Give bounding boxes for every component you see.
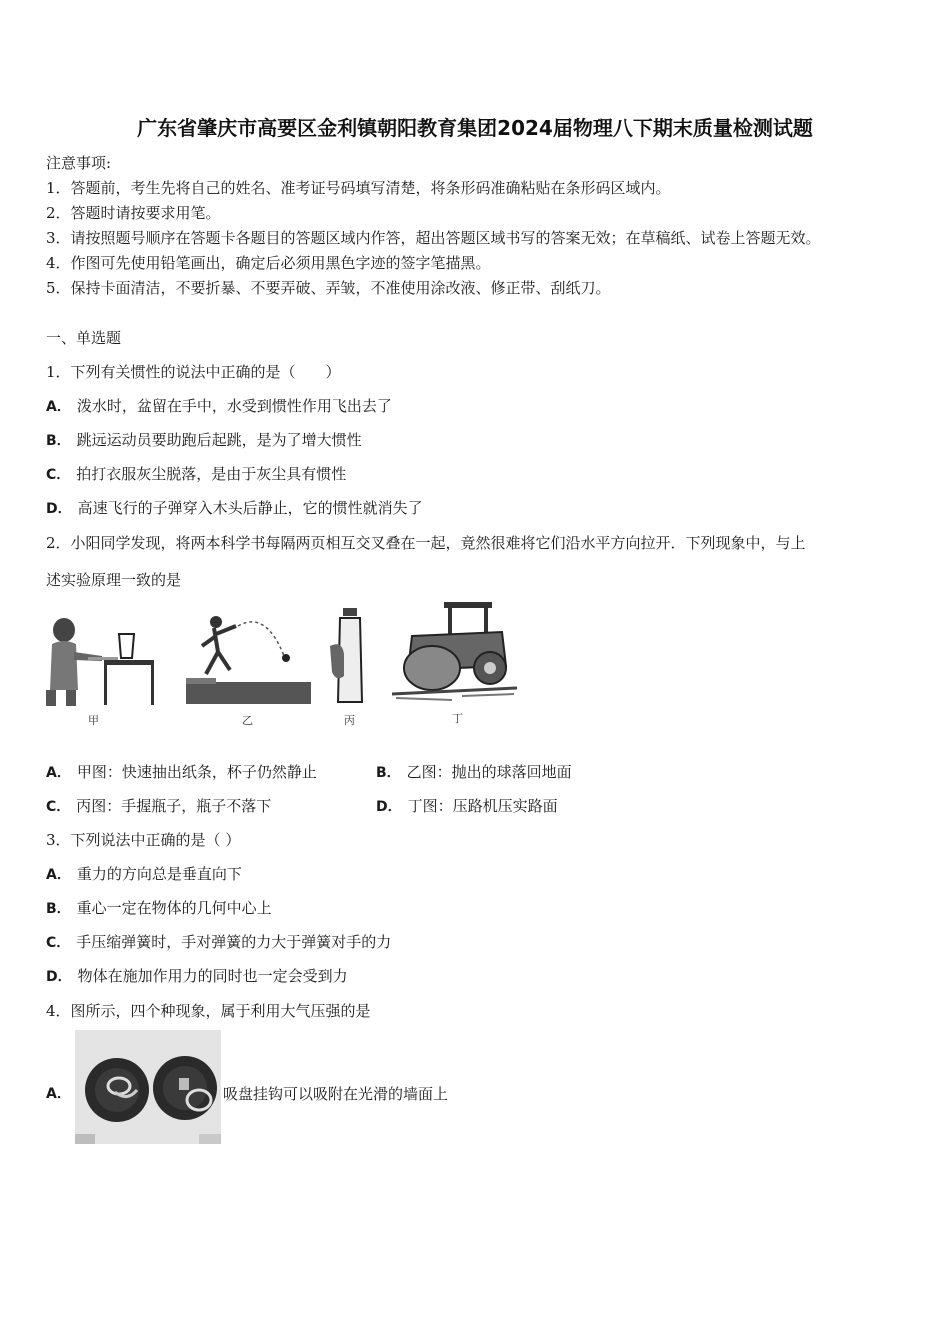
q1-option-d xyxy=(46,497,423,518)
figure-jia xyxy=(44,612,159,712)
figure-caption: 甲 xyxy=(88,714,99,727)
figure-yi xyxy=(186,612,311,707)
option-text: 手压缩弹簧时，手对弹簧的力大于弹簧对手的力 xyxy=(76,933,392,951)
notice-item: 5．保持卡面清洁，不要折暴、不要弄破、弄皱，不准使用涂改液、修正带、刮纸刀。 xyxy=(46,279,611,297)
figure-caption: 丁 xyxy=(452,712,463,725)
option-label: B． xyxy=(376,765,401,781)
q4-option-a-label xyxy=(46,1083,77,1103)
option-label: A． xyxy=(46,1086,71,1102)
option-label: B． xyxy=(46,433,71,449)
option-text: 甲图：快速抽出纸条，杯子仍然静止 xyxy=(76,763,317,781)
notice-item: 4．作图可先使用铅笔画出，确定后必须用黑色字迹的签字笔描黑。 xyxy=(46,254,491,272)
figure-ding xyxy=(392,596,517,706)
option-text: 重心一定在物体的几何中心上 xyxy=(76,899,272,917)
option-text: 丙图：手握瓶子，瓶子不落下 xyxy=(76,797,272,815)
option-text: 丁图：压路机压实路面 xyxy=(407,797,558,815)
q1-option-b xyxy=(46,429,362,450)
option-label: B． xyxy=(46,901,71,917)
q3-stem: 3．下列说法中正确的是（ ） xyxy=(46,831,241,849)
option-label: A． xyxy=(46,867,71,883)
option-text: 重力的方向总是垂直向下 xyxy=(76,865,242,883)
option-text: 泼水时，盆留在手中，水受到惯性作用飞出去了 xyxy=(76,397,392,415)
option-text: 高速飞行的子弹穿入木头后静止，它的惯性就消失了 xyxy=(77,499,423,517)
page-title: 广东省肇庆市高要区金利镇朝阳教育集团2024届物理八下期末质量检测试题 xyxy=(137,116,813,140)
option-label: D． xyxy=(46,969,72,985)
figure-caption: 丙 xyxy=(344,714,355,727)
option-label: C． xyxy=(46,935,71,951)
option-text: 跳远运动员要助跑后起跳，是为了增大惯性 xyxy=(76,431,362,449)
q2-option-a xyxy=(46,761,317,782)
figure-bing xyxy=(328,606,368,706)
q2-stem-line1: 2．小阳同学发现，将两本科学书每隔两页相互交叉叠在一起，竟然很难将它们沿水平方向拉开．下列现象中，与上 xyxy=(46,534,806,552)
q4-option-a-text: 吸盘挂钩可以吸附在光滑的墙面上 xyxy=(223,1085,449,1103)
q1-option-c xyxy=(46,463,346,484)
option-text: 拍打衣服灰尘脱落，是由于灰尘具有惯性 xyxy=(76,465,347,483)
notice-item: 2．答题时请按要求用笔。 xyxy=(46,204,221,222)
option-label: D． xyxy=(376,799,402,815)
q3-option-b xyxy=(46,897,272,918)
notice-item: 3．请按照题号顺序在答题卡各题目的答题区域内作答，超出答题区域书写的答案无效；在草稿纸、试卷上答题无效。 xyxy=(46,229,821,247)
q2-stem-line2: 述实验原理一致的是 xyxy=(46,571,182,589)
q2-option-d xyxy=(376,795,558,816)
q3-option-a xyxy=(46,863,242,884)
q3-option-d xyxy=(46,965,348,986)
option-label: A． xyxy=(46,765,71,781)
q2-option-b xyxy=(376,761,572,782)
option-label: A． xyxy=(46,399,71,415)
suction-cup-image xyxy=(75,1030,221,1144)
notice-item: 1．答题前，考生先将自己的姓名、准考证号码填写清楚，将条形码准确粘贴在条形码区域内。 xyxy=(46,179,671,197)
q1-stem: 1．下列有关惯性的说法中正确的是（ ） xyxy=(46,363,341,381)
q3-option-c xyxy=(46,931,391,952)
option-label: D． xyxy=(46,501,72,517)
section-heading: 一、单选题 xyxy=(46,329,122,347)
notice-heading: 注意事项: xyxy=(46,154,112,172)
option-label: C． xyxy=(46,467,71,483)
q4-stem: 4．图所示，四个种现象，属于利用大气压强的是 xyxy=(46,1002,371,1020)
q1-option-a xyxy=(46,395,392,416)
option-text: 乙图：抛出的球落回地面 xyxy=(406,763,572,781)
figure-caption: 乙 xyxy=(242,714,253,727)
option-label: C． xyxy=(46,799,71,815)
q2-option-c xyxy=(46,795,271,816)
option-text: 物体在施加作用力的同时也一定会受到力 xyxy=(77,967,348,985)
